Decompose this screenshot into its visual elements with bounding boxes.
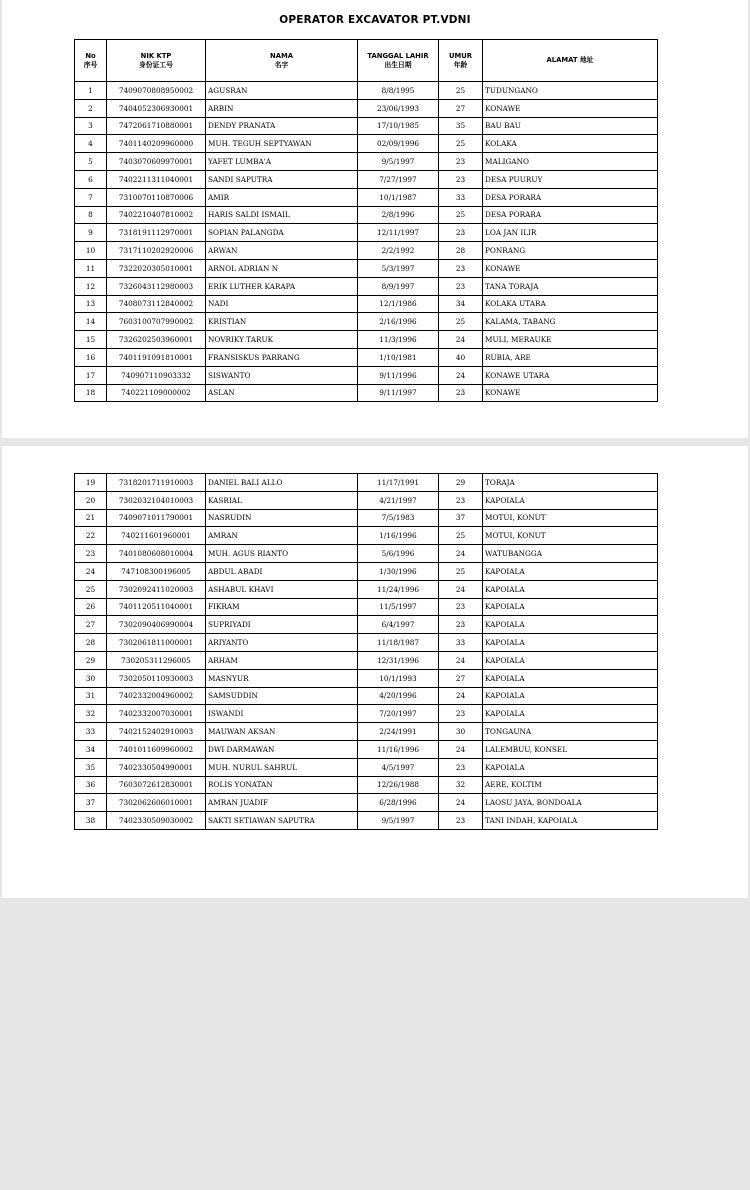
cell-alamat: KONAWE bbox=[483, 384, 658, 402]
cell-alamat: KAPOIALA bbox=[483, 687, 658, 705]
header-tanggal-lahir: TANGGAL LAHIR 出生日期 bbox=[358, 40, 439, 82]
cell-nama: KRISTIAN bbox=[206, 313, 358, 331]
cell-umur: 23 bbox=[439, 170, 483, 188]
cell-no: 5 bbox=[75, 153, 107, 171]
cell-alamat: WATUBANGGA bbox=[483, 545, 658, 563]
cell-alamat: LAOSU JAYA, BONDOALA bbox=[483, 794, 658, 812]
table-row bbox=[75, 776, 658, 794]
cell-nama: MAUWAN AKSAN bbox=[206, 723, 358, 741]
cell-no: 34 bbox=[75, 740, 107, 758]
cell-nik: 7408073112840002 bbox=[107, 295, 206, 313]
cell-alamat: DESA PUURUY bbox=[483, 170, 658, 188]
cell-tanggal-lahir: 9/5/1997 bbox=[358, 812, 439, 830]
cell-nik: 7318201711910003 bbox=[107, 474, 206, 492]
cell-alamat: KAPOIALA bbox=[483, 616, 658, 634]
cell-nama: SOPIAN PALANGDA bbox=[206, 224, 358, 242]
cell-nama: DANIEL BALI ALLO bbox=[206, 474, 358, 492]
cell-alamat: TORAJA bbox=[483, 474, 658, 492]
cell-nik: 740211601960001 bbox=[107, 527, 206, 545]
table-row bbox=[75, 153, 658, 171]
cell-nik: 7317110202920006 bbox=[107, 242, 206, 260]
cell-nama: ARHAM bbox=[206, 651, 358, 669]
cell-no: 32 bbox=[75, 705, 107, 723]
table-row bbox=[75, 598, 658, 616]
cell-nik: 7402330504990001 bbox=[107, 758, 206, 776]
cell-umur: 24 bbox=[439, 545, 483, 563]
cell-nik: 7326202503960001 bbox=[107, 331, 206, 349]
cell-alamat: TANI INDAH, KAPOIALA bbox=[483, 812, 658, 830]
cell-no: 16 bbox=[75, 348, 107, 366]
table-row bbox=[75, 259, 658, 277]
cell-nama: NADI bbox=[206, 295, 358, 313]
cell-alamat: KAPOIALA bbox=[483, 705, 658, 723]
cell-umur: 23 bbox=[439, 616, 483, 634]
cell-no: 7 bbox=[75, 188, 107, 206]
cell-no: 19 bbox=[75, 474, 107, 492]
cell-nik: 7404052306930001 bbox=[107, 99, 206, 117]
cell-nik: 7322020305010001 bbox=[107, 259, 206, 277]
table-body-page-1 bbox=[75, 82, 658, 402]
cell-nik: 7401140209960000 bbox=[107, 135, 206, 153]
cell-tanggal-lahir: 6/28/1996 bbox=[358, 794, 439, 812]
table-row bbox=[75, 723, 658, 741]
cell-no: 12 bbox=[75, 277, 107, 295]
cell-nik: 7326043112980003 bbox=[107, 277, 206, 295]
cell-no: 38 bbox=[75, 812, 107, 830]
cell-tanggal-lahir: 11/17/1991 bbox=[358, 474, 439, 492]
cell-umur: 24 bbox=[439, 366, 483, 384]
cell-no: 28 bbox=[75, 634, 107, 652]
cell-nik: 7302032104010003 bbox=[107, 491, 206, 509]
cell-no: 30 bbox=[75, 669, 107, 687]
cell-alamat: DESA PORARA bbox=[483, 206, 658, 224]
cell-nama: ARNOL ADRIAN N bbox=[206, 259, 358, 277]
cell-no: 31 bbox=[75, 687, 107, 705]
table-row bbox=[75, 188, 658, 206]
cell-alamat: BAU BAU bbox=[483, 117, 658, 135]
cell-nama: MASNYUR bbox=[206, 669, 358, 687]
cell-nama: MUH. NURUL SAHRUL bbox=[206, 758, 358, 776]
cell-no: 22 bbox=[75, 527, 107, 545]
cell-umur: 24 bbox=[439, 794, 483, 812]
cell-tanggal-lahir: 11/5/1997 bbox=[358, 598, 439, 616]
cell-alamat: KALAMA, TABANG bbox=[483, 313, 658, 331]
table-row bbox=[75, 242, 658, 260]
cell-umur: 23 bbox=[439, 758, 483, 776]
cell-nik: 7302062606010001 bbox=[107, 794, 206, 812]
cell-tanggal-lahir: 7/5/1983 bbox=[358, 509, 439, 527]
cell-tanggal-lahir: 2/2/1992 bbox=[358, 242, 439, 260]
cell-umur: 37 bbox=[439, 509, 483, 527]
cell-alamat: MOTUI, KONUT bbox=[483, 509, 658, 527]
cell-tanggal-lahir: 10/1/1987 bbox=[358, 188, 439, 206]
cell-tanggal-lahir: 11/24/1996 bbox=[358, 580, 439, 598]
cell-nik: 7302050110930003 bbox=[107, 669, 206, 687]
cell-nama: MUH. AGUS RIANTO bbox=[206, 545, 358, 563]
cell-tanggal-lahir: 4/21/1997 bbox=[358, 491, 439, 509]
table-row bbox=[75, 687, 658, 705]
cell-alamat: KAPOIALA bbox=[483, 562, 658, 580]
cell-nik: 7603072612830001 bbox=[107, 776, 206, 794]
cell-nama: AGUSRAN bbox=[206, 82, 358, 100]
cell-tanggal-lahir: 9/11/1997 bbox=[358, 384, 439, 402]
table-row bbox=[75, 509, 658, 527]
table-row bbox=[75, 705, 658, 723]
cell-tanggal-lahir: 1/10/1981 bbox=[358, 348, 439, 366]
cell-umur: 23 bbox=[439, 153, 483, 171]
cell-tanggal-lahir: 8/9/1997 bbox=[358, 277, 439, 295]
cell-umur: 23 bbox=[439, 598, 483, 616]
cell-nik: 740907110903332 bbox=[107, 366, 206, 384]
cell-nama: ERIK LUTHER KARAPA bbox=[206, 277, 358, 295]
table-row bbox=[75, 740, 658, 758]
cell-tanggal-lahir: 11/16/1996 bbox=[358, 740, 439, 758]
cell-nik: 740221109000002 bbox=[107, 384, 206, 402]
table-row bbox=[75, 313, 658, 331]
cell-umur: 24 bbox=[439, 331, 483, 349]
cell-nik: 730205311296005 bbox=[107, 651, 206, 669]
cell-nama: ARIYANTO bbox=[206, 634, 358, 652]
cell-no: 23 bbox=[75, 545, 107, 563]
cell-tanggal-lahir: 8/8/1995 bbox=[358, 82, 439, 100]
cell-tanggal-lahir: 7/20/1997 bbox=[358, 705, 439, 723]
cell-umur: 29 bbox=[439, 474, 483, 492]
cell-umur: 23 bbox=[439, 812, 483, 830]
cell-no: 18 bbox=[75, 384, 107, 402]
cell-no: 27 bbox=[75, 616, 107, 634]
cell-alamat: LOA JAN ILIR bbox=[483, 224, 658, 242]
cell-alamat: KONAWE bbox=[483, 99, 658, 117]
cell-tanggal-lahir: 2/24/1991 bbox=[358, 723, 439, 741]
cell-tanggal-lahir: 6/4/1997 bbox=[358, 616, 439, 634]
table-row bbox=[75, 812, 658, 830]
cell-umur: 25 bbox=[439, 206, 483, 224]
cell-umur: 27 bbox=[439, 669, 483, 687]
cell-nik: 7409071011790001 bbox=[107, 509, 206, 527]
table-row bbox=[75, 82, 658, 100]
operator-table-page-2 bbox=[74, 473, 658, 830]
cell-umur: 28 bbox=[439, 242, 483, 260]
cell-tanggal-lahir: 17/10/1985 bbox=[358, 117, 439, 135]
cell-no: 14 bbox=[75, 313, 107, 331]
cell-tanggal-lahir: 12/31/1996 bbox=[358, 651, 439, 669]
cell-alamat: KOLAKA bbox=[483, 135, 658, 153]
cell-alamat: MALIGANO bbox=[483, 153, 658, 171]
cell-tanggal-lahir: 23/06/1993 bbox=[358, 99, 439, 117]
cell-alamat: KAPOIALA bbox=[483, 491, 658, 509]
table-row bbox=[75, 474, 658, 492]
cell-umur: 23 bbox=[439, 259, 483, 277]
cell-nik: 747108300196005 bbox=[107, 562, 206, 580]
cell-no: 6 bbox=[75, 170, 107, 188]
cell-umur: 25 bbox=[439, 313, 483, 331]
table-row bbox=[75, 295, 658, 313]
table-row bbox=[75, 794, 658, 812]
cell-no: 25 bbox=[75, 580, 107, 598]
cell-nik: 7310070110870006 bbox=[107, 188, 206, 206]
cell-nama: ISWANDI bbox=[206, 705, 358, 723]
cell-nik: 7401191091810001 bbox=[107, 348, 206, 366]
cell-nama: NOVRIKY TARUK bbox=[206, 331, 358, 349]
cell-nama: NASRUDIN bbox=[206, 509, 358, 527]
cell-umur: 24 bbox=[439, 651, 483, 669]
cell-alamat: KONAWE UTARA bbox=[483, 366, 658, 384]
cell-umur: 35 bbox=[439, 117, 483, 135]
cell-nama: SUPRIYADI bbox=[206, 616, 358, 634]
cell-no: 2 bbox=[75, 99, 107, 117]
cell-alamat: KAPOIALA bbox=[483, 758, 658, 776]
cell-alamat: TANA TORAJA bbox=[483, 277, 658, 295]
header-nik: NIK KTP 身份证工号 bbox=[107, 40, 206, 82]
cell-umur: 24 bbox=[439, 580, 483, 598]
cell-nama: YAFET LUMBA'A bbox=[206, 153, 358, 171]
cell-nik: 7401011609960002 bbox=[107, 740, 206, 758]
cell-tanggal-lahir: 02/09/1996 bbox=[358, 135, 439, 153]
cell-no: 8 bbox=[75, 206, 107, 224]
table-row bbox=[75, 331, 658, 349]
cell-alamat: KAPOIALA bbox=[483, 598, 658, 616]
table-row bbox=[75, 366, 658, 384]
cell-alamat: KAPOIALA bbox=[483, 580, 658, 598]
cell-nama: DWI DARMAWAN bbox=[206, 740, 358, 758]
cell-no: 21 bbox=[75, 509, 107, 527]
cell-umur: 33 bbox=[439, 188, 483, 206]
cell-alamat: KONAWE bbox=[483, 259, 658, 277]
cell-alamat: LALEMBUU, KONSEL bbox=[483, 740, 658, 758]
cell-no: 35 bbox=[75, 758, 107, 776]
document-page-2 bbox=[2, 446, 748, 898]
cell-umur: 25 bbox=[439, 527, 483, 545]
table-body-page-2 bbox=[75, 474, 658, 830]
cell-nama: ABDUL ABADI bbox=[206, 562, 358, 580]
table-row bbox=[75, 669, 658, 687]
cell-alamat: AERE, KOLTIM bbox=[483, 776, 658, 794]
cell-tanggal-lahir: 5/6/1996 bbox=[358, 545, 439, 563]
cell-umur: 34 bbox=[439, 295, 483, 313]
cell-umur: 23 bbox=[439, 491, 483, 509]
cell-nik: 7402330509030002 bbox=[107, 812, 206, 830]
cell-tanggal-lahir: 1/16/1996 bbox=[358, 527, 439, 545]
cell-nik: 7402211311040001 bbox=[107, 170, 206, 188]
document-title: OPERATOR EXCAVATOR PT.VDNI bbox=[279, 14, 471, 26]
table-row bbox=[75, 616, 658, 634]
cell-nik: 7472061710880001 bbox=[107, 117, 206, 135]
cell-umur: 24 bbox=[439, 740, 483, 758]
cell-nik: 7318191112970001 bbox=[107, 224, 206, 242]
cell-umur: 23 bbox=[439, 277, 483, 295]
cell-alamat: RUBIA, ARE bbox=[483, 348, 658, 366]
cell-no: 20 bbox=[75, 491, 107, 509]
cell-nama: HARIS SALDI ISMAIL bbox=[206, 206, 358, 224]
cell-no: 37 bbox=[75, 794, 107, 812]
table-row bbox=[75, 491, 658, 509]
cell-alamat: TONGAUNA bbox=[483, 723, 658, 741]
cell-nama: ARBIN bbox=[206, 99, 358, 117]
cell-tanggal-lahir: 4/20/1996 bbox=[358, 687, 439, 705]
table-row bbox=[75, 527, 658, 545]
cell-umur: 23 bbox=[439, 384, 483, 402]
table-row bbox=[75, 545, 658, 563]
table-row bbox=[75, 170, 658, 188]
table-row bbox=[75, 206, 658, 224]
cell-nama: AMRAN JUADIF bbox=[206, 794, 358, 812]
document-page-1 bbox=[2, 0, 748, 438]
cell-umur: 25 bbox=[439, 135, 483, 153]
cell-tanggal-lahir: 12/1/1986 bbox=[358, 295, 439, 313]
table-row bbox=[75, 651, 658, 669]
cell-umur: 25 bbox=[439, 82, 483, 100]
cell-umur: 23 bbox=[439, 224, 483, 242]
cell-no: 9 bbox=[75, 224, 107, 242]
cell-alamat: MOTUI, KONUT bbox=[483, 527, 658, 545]
table-row bbox=[75, 758, 658, 776]
cell-nama: FRANSISKUS PARRANG bbox=[206, 348, 358, 366]
cell-umur: 24 bbox=[439, 687, 483, 705]
table-row bbox=[75, 277, 658, 295]
cell-alamat: PONRANG bbox=[483, 242, 658, 260]
cell-nik: 7401080608010004 bbox=[107, 545, 206, 563]
cell-nama: SANDI SAPUTRA bbox=[206, 170, 358, 188]
cell-umur: 32 bbox=[439, 776, 483, 794]
cell-no: 1 bbox=[75, 82, 107, 100]
table-row bbox=[75, 634, 658, 652]
cell-nik: 7302061811000001 bbox=[107, 634, 206, 652]
cell-umur: 27 bbox=[439, 99, 483, 117]
cell-alamat: KAPOIALA bbox=[483, 634, 658, 652]
cell-umur: 33 bbox=[439, 634, 483, 652]
table-row bbox=[75, 224, 658, 242]
cell-no: 11 bbox=[75, 259, 107, 277]
cell-no: 36 bbox=[75, 776, 107, 794]
cell-no: 33 bbox=[75, 723, 107, 741]
cell-nik: 7402332007030001 bbox=[107, 705, 206, 723]
cell-no: 26 bbox=[75, 598, 107, 616]
cell-nik: 7403070609970001 bbox=[107, 153, 206, 171]
cell-no: 29 bbox=[75, 651, 107, 669]
cell-tanggal-lahir: 11/18/1987 bbox=[358, 634, 439, 652]
cell-alamat: TUDUNGANO bbox=[483, 82, 658, 100]
cell-nik: 7302090406990004 bbox=[107, 616, 206, 634]
cell-tanggal-lahir: 2/8/1996 bbox=[358, 206, 439, 224]
cell-tanggal-lahir: 11/3/1996 bbox=[358, 331, 439, 349]
header-alamat: ALAMAT 地址 bbox=[483, 40, 658, 82]
table-row bbox=[75, 135, 658, 153]
table-row bbox=[75, 99, 658, 117]
cell-alamat: KAPOIALA bbox=[483, 669, 658, 687]
cell-no: 24 bbox=[75, 562, 107, 580]
cell-nama: DENDY PRANATA bbox=[206, 117, 358, 135]
cell-nik: 7401120511040001 bbox=[107, 598, 206, 616]
cell-no: 13 bbox=[75, 295, 107, 313]
cell-tanggal-lahir: 9/5/1997 bbox=[358, 153, 439, 171]
cell-tanggal-lahir: 1/30/1996 bbox=[358, 562, 439, 580]
table-row bbox=[75, 384, 658, 402]
cell-nama: MUH. TEGUH SEPTYAWAN bbox=[206, 135, 358, 153]
table-row bbox=[75, 117, 658, 135]
cell-alamat: DESA PORARA bbox=[483, 188, 658, 206]
table-header-row bbox=[75, 40, 658, 82]
cell-nama: FIKRAM bbox=[206, 598, 358, 616]
cell-alamat: MULI, MERAUKE bbox=[483, 331, 658, 349]
cell-nama: SAMSUDDIN bbox=[206, 687, 358, 705]
header-umur: UMUR 年龄 bbox=[439, 40, 483, 82]
header-no: No 序号 bbox=[75, 40, 107, 82]
cell-nik: 7402332004960002 bbox=[107, 687, 206, 705]
header-nama: NAMA 名字 bbox=[206, 40, 358, 82]
table-row bbox=[75, 562, 658, 580]
cell-umur: 40 bbox=[439, 348, 483, 366]
cell-tanggal-lahir: 2/16/1996 bbox=[358, 313, 439, 331]
cell-nama: SISWANTO bbox=[206, 366, 358, 384]
cell-tanggal-lahir: 10/1/1993 bbox=[358, 669, 439, 687]
cell-nik: 7402152402910003 bbox=[107, 723, 206, 741]
cell-umur: 25 bbox=[439, 562, 483, 580]
table-row bbox=[75, 348, 658, 366]
cell-tanggal-lahir: 5/3/1997 bbox=[358, 259, 439, 277]
cell-tanggal-lahir: 7/27/1997 bbox=[358, 170, 439, 188]
cell-tanggal-lahir: 12/26/1988 bbox=[358, 776, 439, 794]
cell-no: 10 bbox=[75, 242, 107, 260]
cell-tanggal-lahir: 9/11/1996 bbox=[358, 366, 439, 384]
cell-nama: AMRAN bbox=[206, 527, 358, 545]
cell-nik: 7302092411020003 bbox=[107, 580, 206, 598]
cell-nama: ASHABUL KHAVI bbox=[206, 580, 358, 598]
cell-nama: AMIR bbox=[206, 188, 358, 206]
cell-nama: ROLIS YONATAN bbox=[206, 776, 358, 794]
cell-nik: 7409070808950002 bbox=[107, 82, 206, 100]
table-row bbox=[75, 580, 658, 598]
cell-alamat: KAPOIALA bbox=[483, 651, 658, 669]
cell-nama: ARWAN bbox=[206, 242, 358, 260]
cell-nama: SAKTI SETIAWAN SAPUTRA bbox=[206, 812, 358, 830]
cell-no: 17 bbox=[75, 366, 107, 384]
cell-no: 15 bbox=[75, 331, 107, 349]
cell-nik: 7402210407810002 bbox=[107, 206, 206, 224]
cell-no: 3 bbox=[75, 117, 107, 135]
cell-umur: 23 bbox=[439, 705, 483, 723]
cell-nama: KASRIAL bbox=[206, 491, 358, 509]
cell-umur: 30 bbox=[439, 723, 483, 741]
cell-nik: 7603100707990002 bbox=[107, 313, 206, 331]
cell-tanggal-lahir: 12/11/1997 bbox=[358, 224, 439, 242]
operator-table-page-1 bbox=[74, 39, 658, 402]
cell-no: 4 bbox=[75, 135, 107, 153]
cell-tanggal-lahir: 4/5/1997 bbox=[358, 758, 439, 776]
cell-alamat: KOLAKA UTARA bbox=[483, 295, 658, 313]
cell-nama: ASLAN bbox=[206, 384, 358, 402]
